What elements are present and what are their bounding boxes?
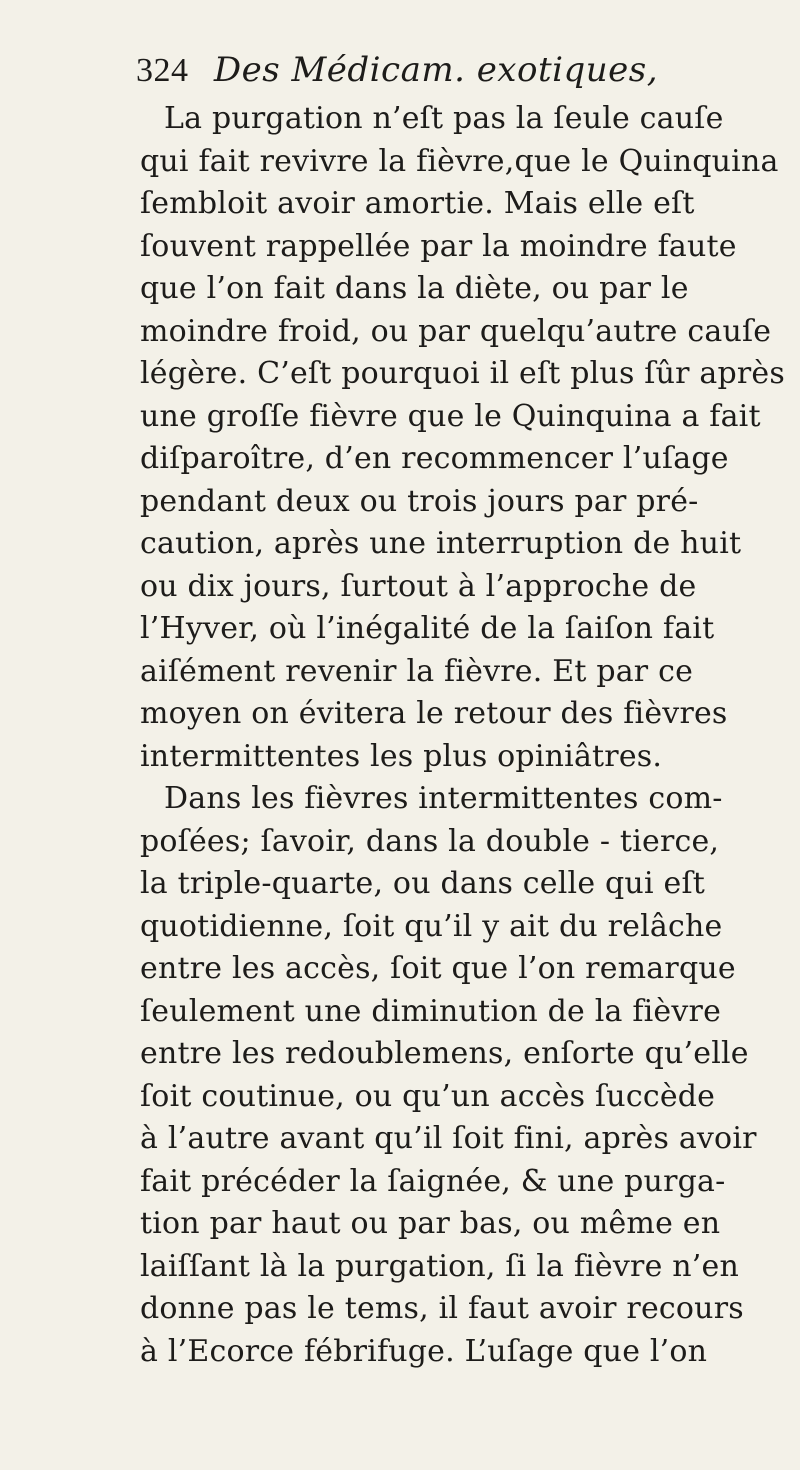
text-line: à l’autre avant qu’il ſoit fini, après avoir bbox=[140, 1121, 757, 1156]
text-line: aiſément revenir la fièvre. Et par ce bbox=[140, 653, 694, 689]
text-line: Dans les fièvres intermittentes com- bbox=[164, 781, 723, 816]
text-line: quotidienne, ſoit qu’il y ait du relâche bbox=[140, 908, 723, 944]
text-line: ſeulement une diminution de la fièvre bbox=[140, 993, 722, 1029]
text-line: diſparoître, d’en recommencer l’uſage bbox=[140, 441, 729, 476]
text-line: moyen on évitera le retour des fièvres bbox=[140, 696, 728, 731]
body-text bbox=[140, 98, 785, 1373]
text-line: l’Hyver, où l’inégalité de la ſaiſon fait bbox=[140, 611, 715, 646]
text-line: tion par haut ou par bas, ou même en bbox=[140, 1206, 721, 1241]
text-line: intermittentes les plus opiniâtres. bbox=[140, 738, 663, 774]
text-line: caution, après une interruption de huit bbox=[140, 526, 742, 561]
text-line: qui fait revivre la fièvre,que le Quinquina bbox=[140, 143, 779, 179]
text-line: entre les accès, ſoit que l’on remarque bbox=[140, 951, 736, 986]
text-line: que l’on fait dans la diète, ou par le bbox=[140, 271, 689, 306]
text-line: poſées; ſavoir, dans la double - tierce, bbox=[140, 823, 720, 859]
running-title: Des Médicam. exotiques, bbox=[213, 50, 659, 90]
text-line: entre les redoublemens, enſorte qu’elle bbox=[140, 1036, 749, 1071]
text-line: une groſſe fièvre que le Quinquina a fait bbox=[140, 398, 761, 434]
text-line: légère. C’eſt pourquoi il eſt plus ſûr après bbox=[140, 356, 785, 391]
text-line: la triple-quarte, ou dans celle qui eſt bbox=[140, 866, 705, 901]
text-line: La purgation n’eſt pas la ſeule cauſe bbox=[164, 101, 724, 136]
page-header bbox=[136, 44, 736, 96]
text-line: pendant deux ou trois jours par pré- bbox=[140, 483, 699, 519]
text-line: ſouvent rappellée par la moindre faute bbox=[140, 228, 737, 264]
text-line: donne pas le tems, il faut avoir recours bbox=[140, 1291, 744, 1326]
text-line: ſoit coutinue, ou qu’un accès ſuccède bbox=[140, 1078, 716, 1114]
text-line: à l’Ecorce fébrifuge. L’uſage que l’on bbox=[140, 1333, 708, 1369]
page-number: 324 bbox=[136, 52, 189, 89]
text-line: ſembloit avoir amortie. Mais elle eſt bbox=[140, 186, 695, 221]
text-line: ou dix jours, ſurtout à l’approche de bbox=[140, 568, 697, 604]
text-line: moindre froid, ou par quelqu’autre cauſe bbox=[140, 313, 772, 349]
text-line: fait précéder la ſaignée, & une purga- bbox=[140, 1163, 726, 1199]
text-line: laiſſant là la purgation, ſi la fièvre n’en bbox=[140, 1248, 739, 1284]
